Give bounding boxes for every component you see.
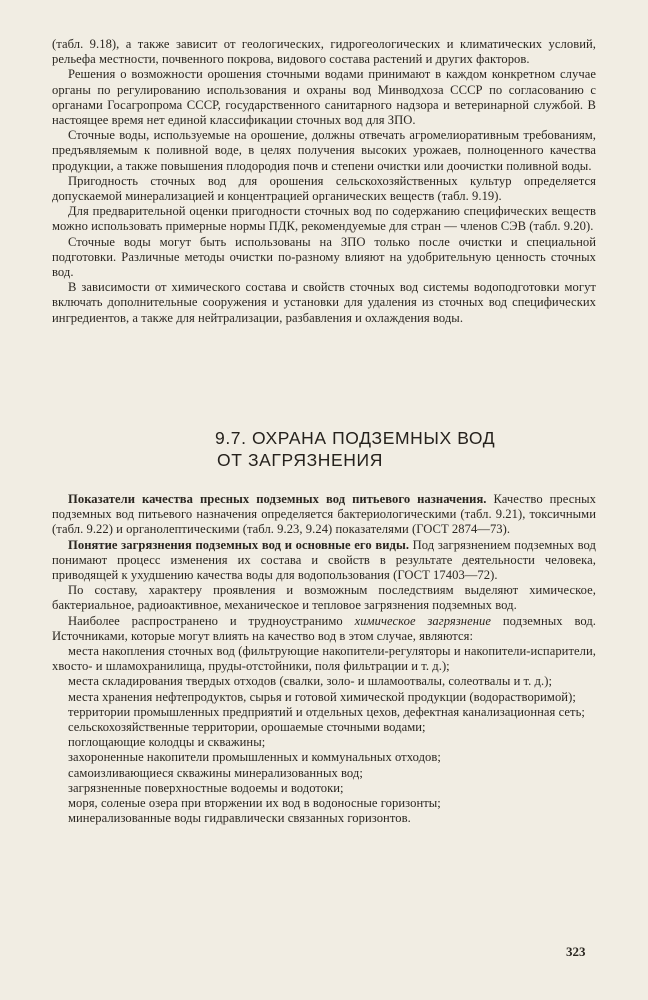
italic-term: химическое загрязнение — [354, 613, 492, 628]
page-number: 323 — [566, 944, 586, 959]
list-item: места накопления сточных вод (фильтрующие накопители-регуляторы и накопители-испарители, хвосто- и шламохранилища, пруды-отстойники, поля фильтрации и т. д.); — [52, 644, 596, 674]
list-item: захороненные накопители промышленных и коммунальных отходов; — [68, 750, 441, 765]
list-item: поглощающие колодцы и скважины; — [68, 735, 266, 750]
paragraph — [52, 538, 596, 584]
section-heading — [215, 427, 545, 471]
list-item: места хранения нефтепродуктов, сырья и готовой химической продукции (водорастворимой); — [68, 689, 576, 704]
paragraph — [52, 492, 596, 538]
list-item: самоизливающиеся скважины минерализованных вод; — [68, 765, 363, 780]
paragraph — [52, 614, 596, 644]
paragraph: Сточные воды, используемые на орошение, должны отвечать агромелиоративным требованиям, предъявляемым к поливной воде, в целях получения высоких урожаев, полноценного качества продукции, а также повышения плодородия почв и степени очистки или доочистки поливной воды. — [52, 128, 596, 173]
list-item: места складирования твердых отходов (свалки, золо- и шламоотвалы, солеотвалы и т. д.); — [68, 674, 553, 689]
paragraph-text: подземных вод. Источниками, которые могут влиять на качество вод в этом случае, являются: — [52, 613, 597, 643]
paragraph: В зависимости от химического состава и свойств сточных вод системы водоподготовки могут включать дополнительные сооружения и установки для удаления из сточных вод специфических ингредиентов, а также для нейтрализации, разбавления и охлаждения воды. — [52, 280, 596, 325]
paragraph: Для предварительной оценки пригодности сточных вод по содержанию специфических веществ можно использовать примерные нормы ПДК, рекомендуемые для стран — членов СЭВ (табл. 9.20). — [52, 204, 596, 234]
section-heading-line-1: 9.7. ОХРАНА ПОДЗЕМНЫХ ВОД — [215, 428, 496, 448]
paragraph: Решения о возможности орошения сточными водами принимают в каждом конкретном случае органы по регулированию использования и охраны вод Минводхоза СССР по согласованию с органами Госагропрома СССР, государственного санитарного надзора и ветеринарной службой. В настоящее время нет единой классификации сточных вод для ЗПО. — [52, 67, 596, 128]
paragraph-text: Под загрязнением подземных вод понимают процесс изменения их состава и свойств в результате деятельности человека, приводящей к ухудшению качества воды для водопользования (ГОСТ 17403—72). — [52, 537, 596, 583]
list-item: минерализованные воды гидравлически связанных горизонтов. — [68, 811, 411, 826]
paragraph: Сточные воды могут быть использованы на ЗПО только после очистки и специальной подготовки. Различные методы очистки по-разному влияют на удобрительную ценность сточных вод. — [52, 234, 596, 280]
list-item: территории промышленных предприятий и отдельных цехов, дефектная канализационная сеть; — [68, 704, 585, 719]
paragraph-text: Наиболее распространено и трудноустранимо — [68, 613, 355, 628]
run-in-heading: Показатели качества пресных подземных вод питьевого назначения. — [68, 492, 487, 506]
list-item: сельскохозяйственные территории, орошаемые сточными водами; — [68, 720, 426, 735]
list-item: моря, соленые озера при вторжении их вод в водоносные горизонты; — [68, 796, 441, 811]
paragraph: Пригодность сточных вод для орошения сельскохозяйственных культур определяется допускаемой минерализацией и концентрацией органических веществ (табл. 9.19). — [52, 173, 596, 204]
section-heading-line-2: ОТ ЗАГРЯЗНЕНИЯ — [217, 450, 383, 470]
paragraph-text: Качество пресных подземных вод питьевого назначения определяется бактериологическими (табл. 9.21), токсичными (табл. 9.22) и органолептическими (табл. 9.23, 9.24) показателями (ГОСТ 2874—73). — [52, 492, 596, 537]
paragraph: По составу, характеру проявления и возможным последствиям выделяют химическое, бактериальное, радиоактивное, механическое и тепловое загрязнения подземных вод. — [52, 583, 596, 613]
paragraph: (табл. 9.18), а также зависит от геологических, гидрогеологических и климатических условий, рельефа местности, почвенного покрова, видового состава растений и других факторов. — [52, 37, 596, 67]
text-block-bottom — [52, 492, 596, 826]
text-block-top — [52, 37, 596, 326]
run-in-heading: Понятие загрязнения подземных вод и основные его виды. — [68, 537, 410, 552]
list-item: загрязненные поверхностные водоемы и водотоки; — [68, 780, 344, 795]
